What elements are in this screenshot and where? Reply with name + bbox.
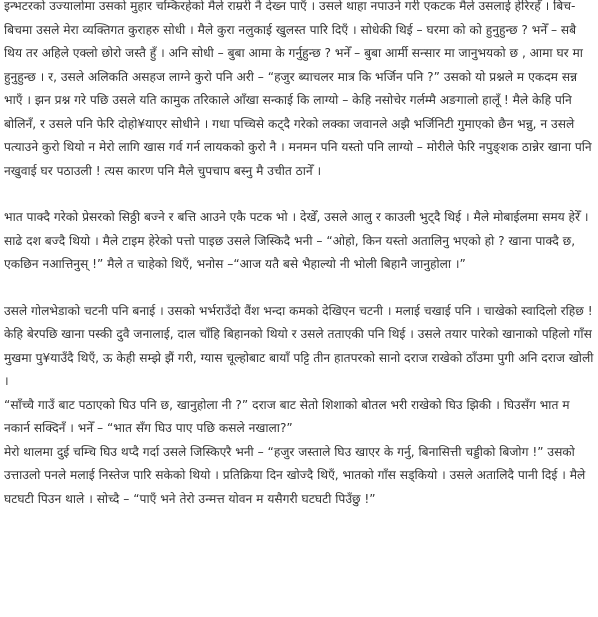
paragraph: “साँच्चै गाउँ बाट पठाएको घिउ पनि छ, खानुहोला नी ?” दराज बाट सेतो शिशाको बोतल भरी राखेको घिउ झिकी । घिउसँग भात म नकार्न सक्दिनँ । भनेँ – “भात सँग घिउ पाए पछि कसले नखाला?” — [4, 397, 570, 435]
paragraph: मेरो थालमा दुई चम्चि घिउ थप्दै गर्दा उसले जिस्किएरै भनी – “हजुर जस्ताले घिउ खाएर के गर्नु, बिनासित्ती चड्डीको बिजोग !” उसको उत्ताउलो पनले मलाई निस्तेज पारि सकेको थियो । प्रतिक्रिया दिन खोज्दै थिएँ, भातको गाँस सड्कियो । उसले अतालिदै पानी दिई । मैले घटघटी पिउन थाले । सोच्दै – “पाएँ भने तेरो उन्मत्त योवन म यसैगरी घटघटी पिउँछु !” — [4, 444, 586, 506]
paragraph: भात पाक्दै गरेको प्रेसरको सिठ्ठी बज्ने र बत्ति आउने एकै पटक भो । देखेँ, उसले आलु र काउली भुट्दै थिई । मैले मोबाईलमा समय हेरेँ । साढे दश बज्दै थियो । मैले टाइम हेरेको पत्तो पाइछ उसले जिस्किदै भनी – “ओहो, किन यस्तो अतालिनु भएको हो ? खाना पाक्दै छ, एकछिन नआत्तिनुस् !” मैले त चाहेको थिएँ, भनोस –“आज यतै बसे भैहाल्यो नी भोली बिहानै जानुहोला ।” — [4, 210, 589, 271]
paragraph: इन्भटरको उज्यालोमा उसको मुहार चम्किरहेको मैले राम्ररी नै देख्न पाएँ । उसले थाहा नपाउने गरी एकटक मैले उसलाई हेरिरहेँ । बिच-बिचमा उसले मेरा व्यक्तिगत कुराहरु सोधी । मैले कुरा नलुकाई खुलस्त पारि दिएँ । सोधेकी थिई – घरमा को को हुनुहुन्छ ? भनेँ – सबै थिय तर अहिले एक्लो छोरो जस्तै हुँ । अनि सोधी – बुबा आमा के गर्नुहुन्छ ? भनेँ – बुबा आर्मी सन्सार मा जानुभयको छ , आमा घर मा हुनुहुन्छ । र, उसले अलिकति असहज लाग्ने कुरो पनि अरी – “हजुर ब्याचलर मात्र कि भर्जिन पनि ?” उसको यो प्रश्नले म एकदम सन्न भाएँ । झन प्रश्न गरे पछि उसले यति कामुक तरिकाले आँखा सन्काई कि लाग्यो – केहि नसोचेर गर्लम्मै अङगालो हालूँ ! मैले केहि पनि बोलिनँ, र उसले पनि फेरि दोहो¥याएर सोधीने । गधा पच्चिसे कट्दै गरेको लक्का जवानले अझै भर्जिनिटी गुमाएको छैन भन्नु, न उसले पत्याउने कुरो थियो न मेरो लागि खास गर्व गर्न लायकको कुरो नै । मनमन पनि यस्तो पनि लाग्यो – मोरीले फेरि नपुङ्शक ठान्नेर खाना पनि नखुवाई घर पठाउली ! त्यस कारण पनि मैले चुपचाप बस्नु मै उचीत ठानेँ । — [4, 0, 592, 178]
paragraph: उसले गोलभेडाको चटनी पनि बनाई । उसको भर्भराउँदो वैंश भन्दा कमको देखिएन चटनी । मलाई चखाई पनि । चाखेको स्वादिलो रहिछ ! केहि बेरपछि खाना पस्की दुवै जनालाई, दाल चाँहि बिहानको थियो र उसले तताएकी पनि थिई । उसले तयार पारेको खानाको पहिलो गाँस मुखमा पु¥याउँदै थिएँ, ऊ केही सम्झे झैं गरी, ग्यास चूल्होबाट बायाँ पट्टि तीन हातपरको सानो दराज राखेको ठाँउमा पुगी अनि दराज खोली । — [4, 303, 594, 388]
